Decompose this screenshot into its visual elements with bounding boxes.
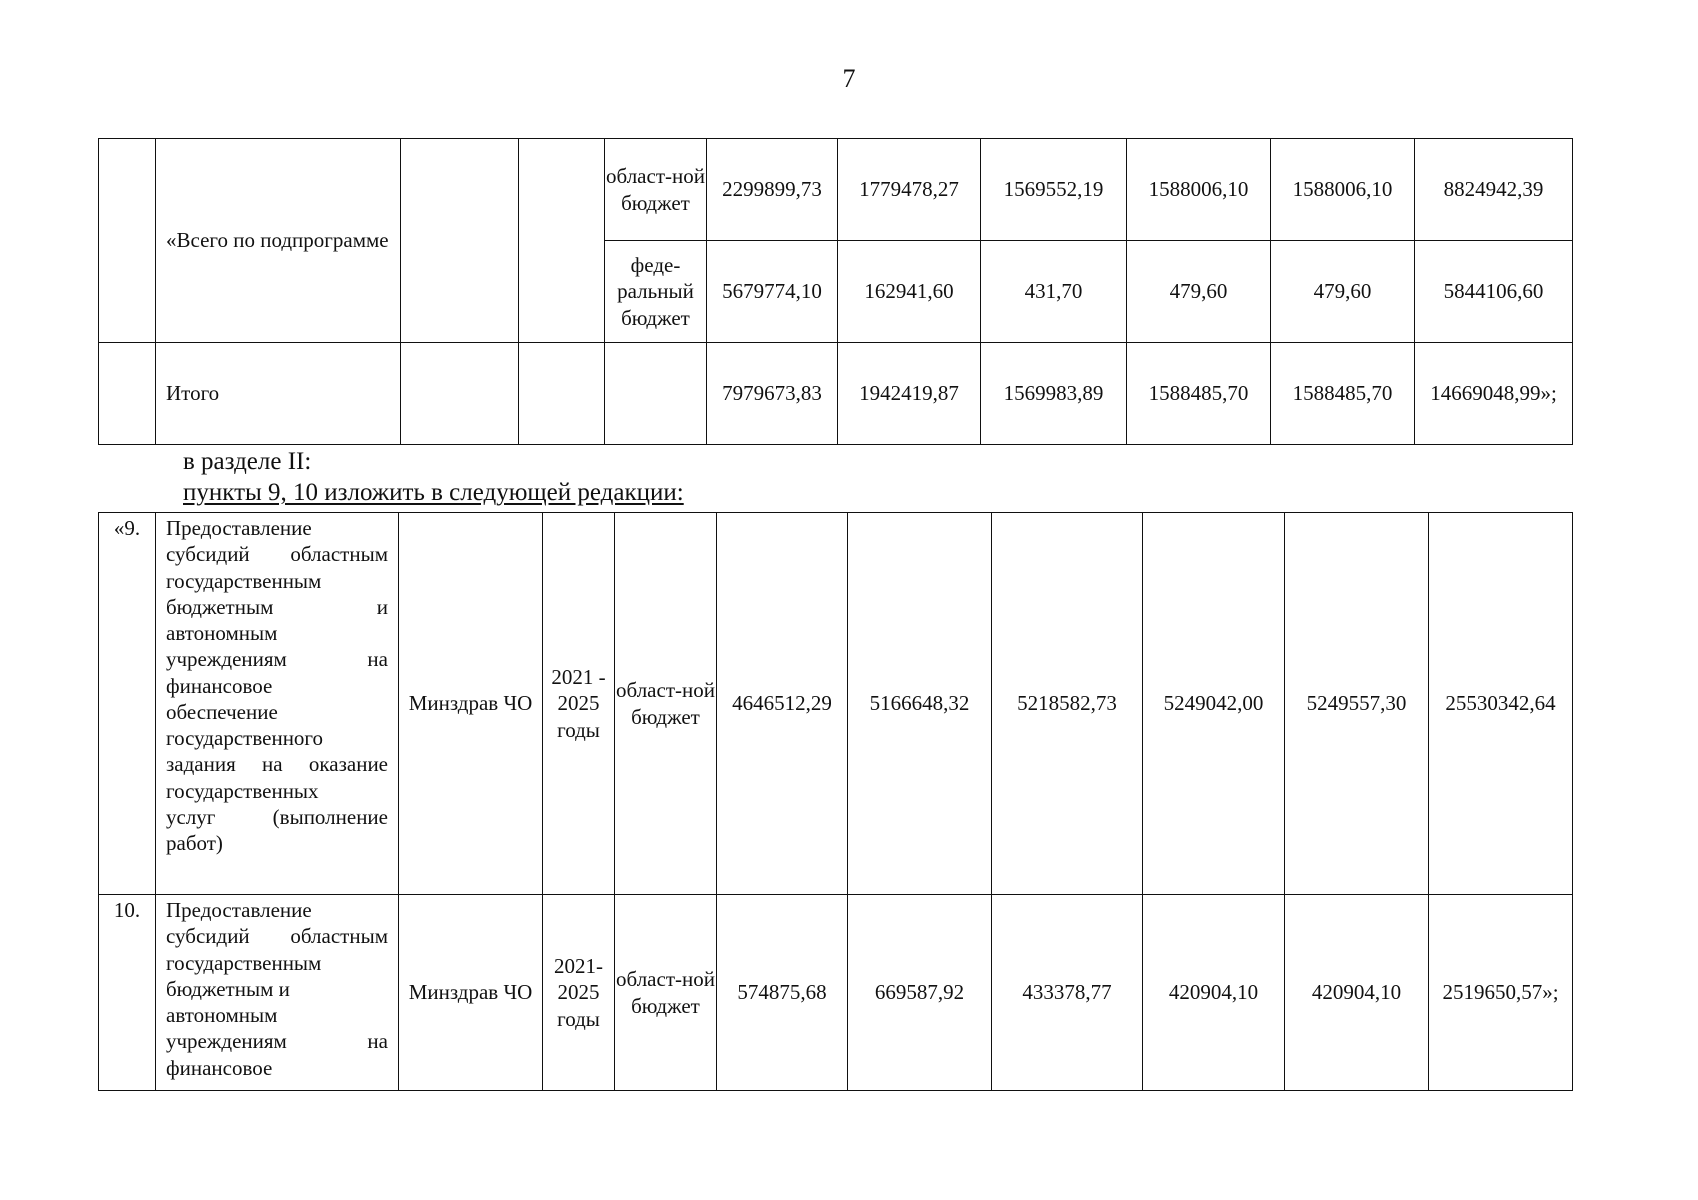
value-cell: 420904,10 bbox=[1143, 895, 1285, 1091]
description-line: государственных bbox=[166, 778, 319, 803]
empty-cell bbox=[99, 343, 156, 445]
description-line: бюджетным и bbox=[166, 976, 290, 1001]
total-label: Итого bbox=[156, 343, 401, 445]
description-line: задания на оказание bbox=[166, 752, 388, 777]
subprogram-totals-table bbox=[98, 138, 1573, 445]
source-cell: феде-ральный бюджет bbox=[605, 241, 707, 343]
value-cell: 7979673,83 bbox=[707, 343, 838, 445]
description-line: учреждениям на bbox=[166, 647, 388, 672]
value-cell: 25530342,64 bbox=[1429, 513, 1573, 895]
value-cell: 433378,77 bbox=[992, 895, 1143, 1091]
description-line: субсидий областным bbox=[166, 924, 388, 949]
description-line: Предоставление bbox=[166, 516, 312, 540]
value-cell: 669587,92 bbox=[848, 895, 992, 1091]
regional-budget-row bbox=[99, 139, 1573, 241]
description-line: обеспечение bbox=[166, 699, 278, 724]
period-cell: 2021 - 2025 годы bbox=[543, 513, 615, 895]
empty-cell bbox=[519, 139, 605, 343]
value-cell: 1588006,10 bbox=[1271, 139, 1415, 241]
source-cell: област-ной бюджет bbox=[615, 513, 717, 895]
total-row bbox=[99, 343, 1573, 445]
executor-cell: Минздрав ЧО bbox=[399, 895, 543, 1091]
value-cell: 1588006,10 bbox=[1127, 139, 1271, 241]
value-cell: 14669048,99»; bbox=[1415, 343, 1573, 445]
empty-cell bbox=[605, 343, 707, 445]
value-cell: 5844106,60 bbox=[1415, 241, 1573, 343]
empty-cell bbox=[519, 343, 605, 445]
subprogram-label: «Всего по подпрограмме bbox=[156, 139, 401, 343]
value-cell: 420904,10 bbox=[1285, 895, 1429, 1091]
empty-cell bbox=[401, 343, 519, 445]
value-cell: 5166648,32 bbox=[848, 513, 992, 895]
value-cell: 2519650,57»; bbox=[1429, 895, 1573, 1091]
value-cell: 2299899,73 bbox=[707, 139, 838, 241]
empty-cell bbox=[401, 139, 519, 343]
value-cell: 1569983,89 bbox=[981, 343, 1127, 445]
description-line: работ) bbox=[166, 831, 223, 855]
value-cell: 1588485,70 bbox=[1127, 343, 1271, 445]
description-line: бюджетным и bbox=[166, 594, 388, 619]
value-cell: 5679774,10 bbox=[707, 241, 838, 343]
value-cell: 8824942,39 bbox=[1415, 139, 1573, 241]
description-line: финансовое bbox=[166, 1055, 273, 1080]
value-cell: 1942419,87 bbox=[838, 343, 981, 445]
description-line: автономным bbox=[166, 1003, 278, 1027]
source-cell: област-ной бюджет bbox=[605, 139, 707, 241]
value-cell: 5218582,73 bbox=[992, 513, 1143, 895]
value-cell: 1569552,19 bbox=[981, 139, 1127, 241]
description-line: государственным bbox=[166, 568, 322, 593]
description-line: услуг (выполнение bbox=[166, 804, 388, 829]
value-cell: 4646512,29 bbox=[717, 513, 848, 895]
value-cell: 5249557,30 bbox=[1285, 513, 1429, 895]
description-line: учреждениям на bbox=[166, 1029, 388, 1054]
program-item-row bbox=[99, 513, 1573, 895]
item-index: «9. bbox=[99, 513, 156, 895]
value-cell: 479,60 bbox=[1271, 241, 1415, 343]
value-cell: 574875,68 bbox=[717, 895, 848, 1091]
description-line: финансовое bbox=[166, 673, 273, 698]
description-line: Предоставление bbox=[166, 898, 312, 922]
program-items-table bbox=[98, 512, 1573, 1091]
description-line: государственным bbox=[166, 950, 322, 975]
item-description bbox=[156, 895, 399, 1091]
empty-cell bbox=[99, 139, 156, 343]
value-cell: 162941,60 bbox=[838, 241, 981, 343]
section-text: в разделе II: bbox=[183, 448, 312, 475]
item-index: 10. bbox=[99, 895, 156, 1091]
page-number: 7 bbox=[842, 64, 856, 93]
value-cell: 1588485,70 bbox=[1271, 343, 1415, 445]
value-cell: 1779478,27 bbox=[838, 139, 981, 241]
item-description bbox=[156, 513, 399, 895]
value-cell: 5249042,00 bbox=[1143, 513, 1285, 895]
value-cell: 479,60 bbox=[1127, 241, 1271, 343]
description-line: автономным bbox=[166, 621, 278, 645]
period-cell: 2021- 2025 годы bbox=[543, 895, 615, 1091]
description-line: субсидий областным bbox=[166, 542, 388, 567]
source-cell: област-ной бюджет bbox=[615, 895, 717, 1091]
instruction-text: пункты 9, 10 изложить в следующей редакции: bbox=[183, 479, 684, 506]
program-item-row bbox=[99, 895, 1573, 1091]
executor-cell: Минздрав ЧО bbox=[399, 513, 543, 895]
value-cell: 431,70 bbox=[981, 241, 1127, 343]
description-line: государственного bbox=[166, 726, 324, 750]
